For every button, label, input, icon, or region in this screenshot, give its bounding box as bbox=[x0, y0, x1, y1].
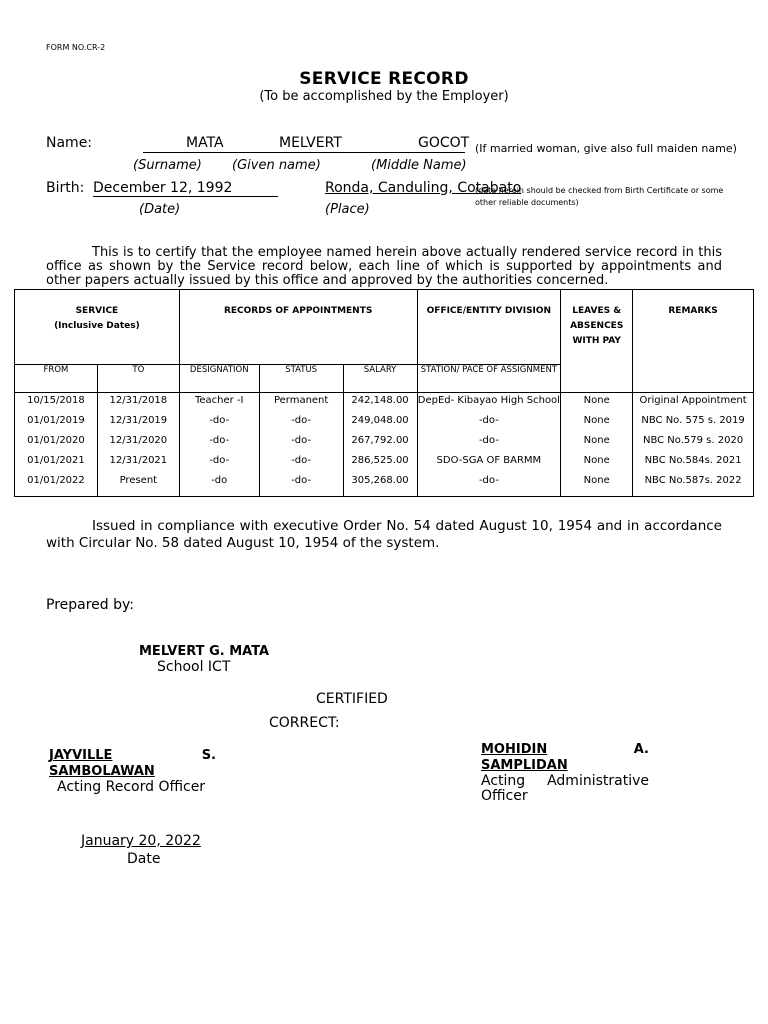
table-row bbox=[15, 473, 754, 497]
salary-header: SALARY bbox=[343, 365, 417, 393]
to-cell: 12/31/2019 bbox=[97, 413, 179, 433]
designation-cell: -do bbox=[179, 473, 259, 497]
station-header: STATION/ PACE OF ASSIGNMENT bbox=[417, 365, 561, 393]
to-cell: 12/31/2018 bbox=[97, 393, 179, 413]
given-name-value: MELVERT bbox=[279, 135, 342, 151]
status-cell: -do- bbox=[259, 433, 343, 453]
birth-date-value: December 12, 1992 bbox=[93, 180, 233, 196]
birth-place-box bbox=[325, 180, 522, 198]
issued-text: Issued in compliance with executive Order No. 54 dated August 10, 1954 and in accordance with Circular No. 58 dated August 10, 1954 of the system. bbox=[46, 518, 722, 551]
service-record-table bbox=[14, 289, 754, 497]
salary-cell: 242,148.00 bbox=[343, 393, 417, 413]
name-label: Name: bbox=[46, 135, 93, 151]
salary-cell: 286,525.00 bbox=[343, 453, 417, 473]
designation-cell: -do- bbox=[179, 433, 259, 453]
from-header: FROM bbox=[15, 365, 98, 393]
designation-header: DESIGNATION bbox=[179, 365, 259, 393]
preparer-name: MELVERT G. MATA bbox=[139, 644, 270, 659]
leaves-cell: None bbox=[561, 413, 633, 433]
status-header: STATUS bbox=[259, 365, 343, 393]
to-cell: 12/31/2021 bbox=[97, 453, 179, 473]
table-row bbox=[15, 453, 754, 473]
table-header-row bbox=[15, 290, 754, 365]
date-label: Date bbox=[127, 851, 161, 867]
prepared-by-label: Prepared by: bbox=[46, 597, 134, 613]
middle-name-caption: (Middle Name) bbox=[371, 158, 467, 173]
station-cell: -do- bbox=[417, 433, 561, 453]
to-cell: Present bbox=[97, 473, 179, 497]
date-caption: (Date) bbox=[139, 202, 181, 217]
station-cell: SDO-SGA OF BARMM bbox=[417, 453, 561, 473]
officer2-role-line2: Officer bbox=[481, 788, 528, 804]
leaves-header: LEAVES & ABSENCES WITH PAY bbox=[561, 290, 633, 393]
birth-note: (data herein should be checked from Birth Certificate or some other reliable documents) bbox=[475, 186, 724, 207]
table-row bbox=[15, 393, 754, 413]
leaves-cell: None bbox=[561, 393, 633, 413]
status-cell: -do- bbox=[259, 453, 343, 473]
officer1-name-line2: SAMBOLAWAN bbox=[49, 764, 155, 779]
to-cell: 12/31/2020 bbox=[97, 433, 179, 453]
birth-label: Birth: bbox=[46, 180, 85, 196]
officer2-role-line1: Acting Administrative bbox=[481, 773, 649, 789]
birth-place-value: Ronda, Canduling, Cotabato bbox=[325, 180, 522, 196]
leaves-cell: None bbox=[561, 453, 633, 473]
salary-cell: 267,792.00 bbox=[343, 433, 417, 453]
issued-paragraph bbox=[46, 518, 722, 552]
married-note: (If married woman, give also full maiden name) bbox=[475, 142, 737, 155]
middle-name-value: GOCOT bbox=[418, 135, 470, 151]
place-caption: (Place) bbox=[325, 202, 370, 217]
service-header: SERVICE (Inclusive Dates) bbox=[15, 290, 180, 365]
remarks-cell: NBC No.584s. 2021 bbox=[633, 453, 754, 473]
remarks-cell: NBC No. 575 s. 2019 bbox=[633, 413, 754, 433]
certified-label: CERTIFIED bbox=[316, 691, 388, 707]
station-cell: DepEd- Kibayao High School bbox=[417, 393, 561, 413]
preparer-role: School ICT bbox=[157, 659, 231, 675]
from-cell: 01/01/2021 bbox=[15, 453, 98, 473]
remarks-cell: NBC No.579 s. 2020 bbox=[633, 433, 754, 453]
name-values bbox=[143, 135, 470, 153]
officer1-role: Acting Record Officer bbox=[57, 779, 206, 795]
status-cell: -do- bbox=[259, 413, 343, 433]
officer2-name-line2: SAMPLIDAN bbox=[481, 758, 568, 773]
station-cell: -do- bbox=[417, 413, 561, 433]
designation-cell: -do- bbox=[179, 453, 259, 473]
officer1-name-line1 bbox=[49, 748, 216, 763]
certification-text: This is to certify that the employee named herein above actually rendered service record in this office as shown by the Service record below, each line of which is supported by appointments and other papers actually issued by this office and approved by the authorities concerned. bbox=[46, 245, 722, 288]
designation-cell: -do- bbox=[179, 413, 259, 433]
from-cell: 01/01/2019 bbox=[15, 413, 98, 433]
to-header: TO bbox=[97, 365, 179, 393]
office-header: OFFICE/ENTITY DIVISION bbox=[417, 290, 561, 365]
records-header: RECORDS OF APPOINTMENTS bbox=[179, 290, 417, 365]
correct-label: CORRECT: bbox=[269, 715, 340, 731]
remarks-cell: Original Appointment bbox=[633, 393, 754, 413]
leaves-cell: None bbox=[561, 473, 633, 497]
designation-cell: Teacher -I bbox=[179, 393, 259, 413]
surname-value: MATA bbox=[186, 135, 224, 151]
status-cell: Permanent bbox=[259, 393, 343, 413]
sign-date: January 20, 2022 bbox=[81, 833, 201, 849]
salary-cell: 305,268.00 bbox=[343, 473, 417, 497]
form-number: FORM NO.CR-2 bbox=[46, 43, 106, 52]
from-cell: 01/01/2022 bbox=[15, 473, 98, 497]
status-cell: -do- bbox=[259, 473, 343, 497]
officer2-name-line1: MOHIDIN A. bbox=[481, 742, 649, 757]
page-subtitle: (To be accomplished by the Employer) bbox=[259, 89, 509, 104]
remarks-header: REMARKS bbox=[633, 290, 754, 393]
leaves-cell: None bbox=[561, 433, 633, 453]
given-name-caption: (Given name) bbox=[232, 158, 321, 173]
surname-caption: (Surname) bbox=[133, 158, 202, 173]
officer1-first-name: JAYVILLE S. bbox=[49, 748, 216, 763]
certification-paragraph bbox=[46, 246, 722, 288]
from-cell: 10/15/2018 bbox=[15, 393, 98, 413]
station-cell: -do- bbox=[417, 473, 561, 497]
from-cell: 01/01/2020 bbox=[15, 433, 98, 453]
page-title: SERVICE RECORD bbox=[299, 69, 469, 89]
table-row bbox=[15, 433, 754, 453]
table-row bbox=[15, 413, 754, 433]
salary-cell: 249,048.00 bbox=[343, 413, 417, 433]
remarks-cell: NBC No.587s. 2022 bbox=[633, 473, 754, 497]
